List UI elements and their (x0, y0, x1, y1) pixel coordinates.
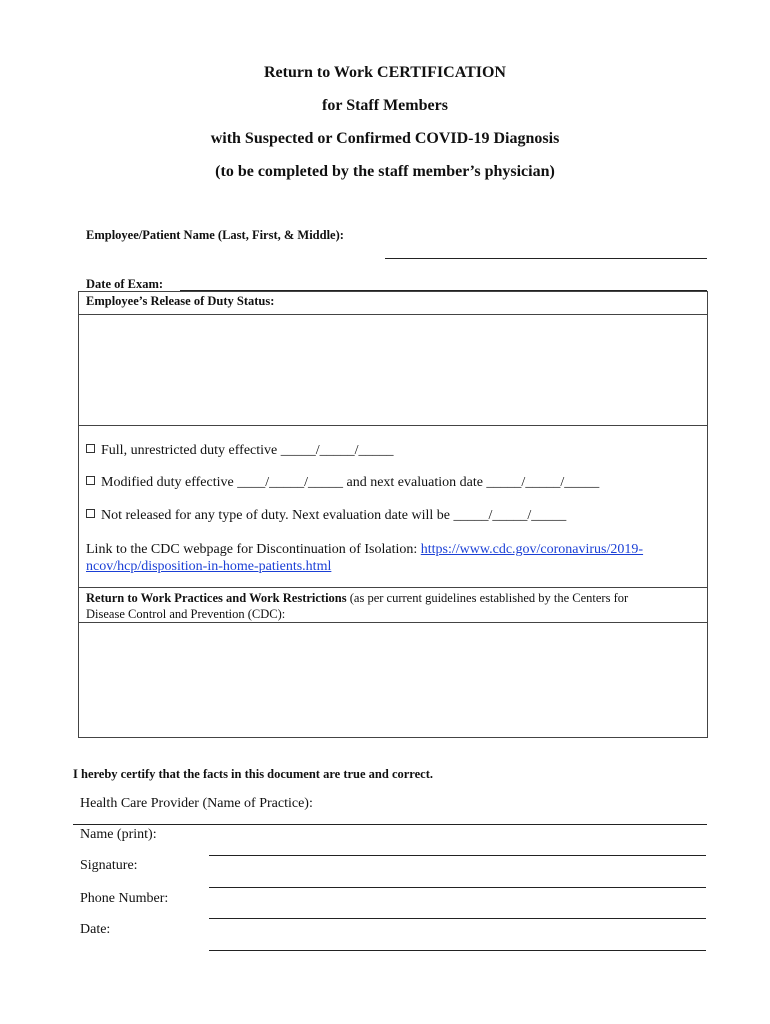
title-line-3: with Suspected or Confirmed COVID-19 Diagnosis (210, 130, 560, 147)
title-line-4: (to be completed by the staff member’s physician) (215, 163, 555, 180)
option-modified-duty[interactable] (86, 475, 599, 491)
cdc-link-url-part-2[interactable]: ncov/hcp/disposition-in-home-patients.html (86, 559, 332, 574)
practice-label: Health Care Provider (Name of Practice): (80, 796, 313, 811)
name-print-label: Name (print): (80, 827, 157, 842)
divider (78, 314, 708, 315)
date-label: Date: (80, 922, 111, 937)
divider (78, 587, 708, 588)
option-not-released-label: Not released for any type of duty. Next evaluation date will be _____/_____/_____ (101, 508, 567, 523)
practice-field[interactable] (73, 824, 707, 825)
cdc-link-prefix: Link to the CDC webpage for Discontinuation of Isolation: (86, 542, 421, 557)
signature-field[interactable] (209, 887, 706, 888)
certify-statement: I hereby certify that the facts in this document are true and correct. (73, 767, 433, 781)
signature-label: Signature: (80, 858, 138, 873)
option-full-duty[interactable] (86, 443, 394, 459)
release-status-label: Employee’s Release of Duty Status: (86, 294, 275, 308)
phone-number-field[interactable] (209, 918, 706, 919)
date-field[interactable] (209, 950, 706, 951)
divider (78, 425, 708, 426)
title-line-2: for Staff Members (322, 97, 448, 114)
divider (78, 622, 708, 623)
checkbox-not-released[interactable] (86, 509, 95, 518)
restrictions-text-area[interactable] (80, 624, 706, 736)
date-of-exam-label: Date of Exam: (86, 277, 164, 291)
option-full-duty-label: Full, unrestricted duty effective _____/_____/_____ (101, 443, 394, 458)
checkbox-modified-duty[interactable] (86, 476, 95, 485)
restrictions-label-line2: Disease Control and Prevention (CDC): (86, 607, 286, 621)
option-modified-duty-label: Modified duty effective ____/_____/_____ and next evaluation date _____/_____/_____ (101, 475, 600, 490)
cdc-link-paragraph (86, 541, 686, 575)
name-print-field[interactable] (209, 855, 706, 856)
release-status-text-area[interactable] (80, 316, 706, 424)
option-not-released[interactable] (86, 508, 566, 524)
employee-name-label: Employee/Patient Name (Last, First, & Middle): (86, 228, 344, 242)
checkbox-full-duty[interactable] (86, 444, 95, 453)
title-line-1: Return to Work CERTIFICATION (264, 64, 506, 81)
employee-name-field[interactable] (385, 258, 707, 259)
restrictions-label-bold: Return to Work Practices and Work Restrictions (86, 591, 347, 605)
restrictions-label-rest: (as per current guidelines established by the Centers for (346, 591, 629, 605)
phone-number-label: Phone Number: (80, 891, 169, 906)
restrictions-label (86, 590, 701, 622)
cdc-link-url-part-1[interactable]: https://www.cdc.gov/coronavirus/2019- (420, 542, 644, 557)
